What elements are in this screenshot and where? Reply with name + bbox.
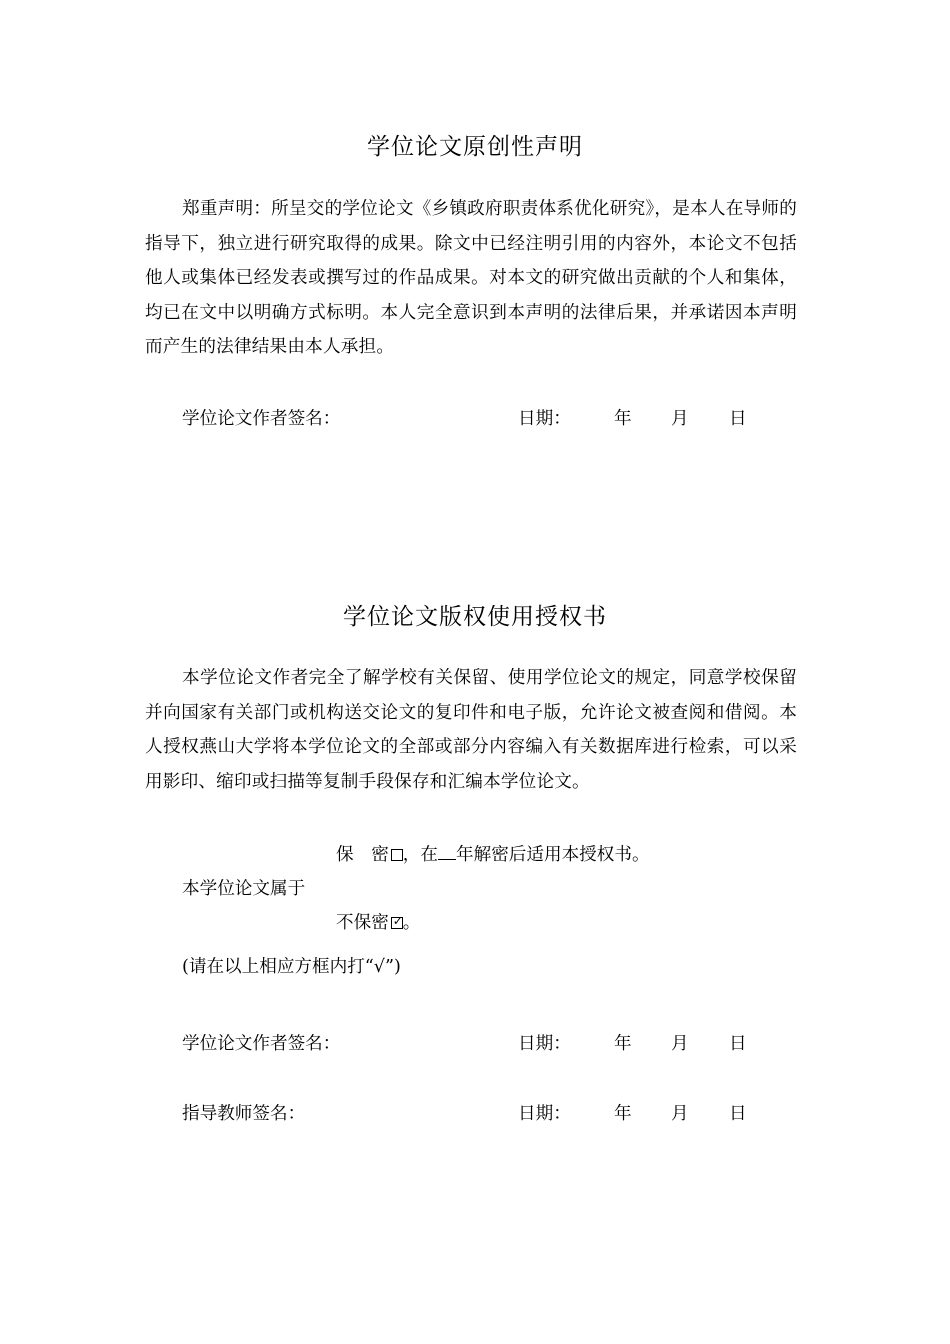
advisor-day-label: 日 bbox=[729, 1104, 747, 1124]
not-secret-suffix: 。 bbox=[402, 913, 421, 933]
secret-suffix-2: 年解密后适用本授权书。 bbox=[456, 845, 650, 865]
secret-option-line bbox=[336, 843, 650, 866]
originality-title: 学位论文原创性声明 bbox=[367, 134, 583, 160]
belongs-label: 本学位论文属于 bbox=[182, 879, 306, 899]
copyright-author-date-label: 日期： bbox=[518, 1034, 571, 1054]
secret-checkbox[interactable] bbox=[391, 849, 403, 861]
copyright-author-day-label: 日 bbox=[729, 1034, 747, 1054]
copyright-author-year-label: 年 bbox=[614, 1034, 632, 1054]
originality-month-label: 月 bbox=[671, 409, 689, 429]
copyright-statement: 本学位论文作者完全了解学校有关保留、使用学位论文的规定，同意学校保留并向国家有关部门或机构送交论文的复印件和电子版，允许论文被查阅和借阅。本人授权燕山大学将本学位论文的全部或部分内容编入有关数据库进行检索，可以采用影印、缩印或扫描等复制手段保存和汇编本学位论文。 bbox=[145, 668, 797, 792]
secret-label: 保 密 bbox=[336, 845, 389, 865]
copyright-author-month-label: 月 bbox=[671, 1034, 689, 1054]
secret-suffix-1: ，在 bbox=[402, 845, 438, 865]
advisor-year-label: 年 bbox=[614, 1104, 632, 1124]
check-instruction: (请在以上相应方框内打“√”) bbox=[182, 957, 401, 977]
advisor-signature-label: 指导教师签名： bbox=[182, 1104, 306, 1124]
not-secret-label: 不保密 bbox=[336, 913, 389, 933]
not-secret-checkbox[interactable] bbox=[391, 914, 403, 929]
not-secret-option-line bbox=[336, 912, 420, 934]
secret-years-blank[interactable] bbox=[438, 843, 456, 860]
originality-author-signature-label: 学位论文作者签名： bbox=[182, 409, 341, 429]
copyright-author-signature-label: 学位论文作者签名： bbox=[182, 1034, 341, 1054]
copyright-title: 学位论文版权使用授权书 bbox=[343, 604, 607, 630]
originality-year-label: 年 bbox=[614, 409, 632, 429]
originality-date-label: 日期： bbox=[518, 409, 571, 429]
advisor-date-label: 日期： bbox=[518, 1104, 571, 1124]
originality-day-label: 日 bbox=[729, 409, 747, 429]
check-icon: ✓ bbox=[392, 914, 403, 928]
originality-statement: 郑重声明：所呈交的学位论文《乡镇政府职责体系优化研究》，是本人在导师的指导下，独立进行研究取得的成果。除文中已经注明引用的内容外，本论文不包括他人或集体已经发表或撰写过的作品成果。对本文的研究做出贡献的个人和集体，均已在文中以明确方式标明。本人完全意识到本声明的法律后果，并承诺因本声明而产生的法律结果由本人承担。 bbox=[145, 199, 797, 357]
advisor-month-label: 月 bbox=[671, 1104, 689, 1124]
